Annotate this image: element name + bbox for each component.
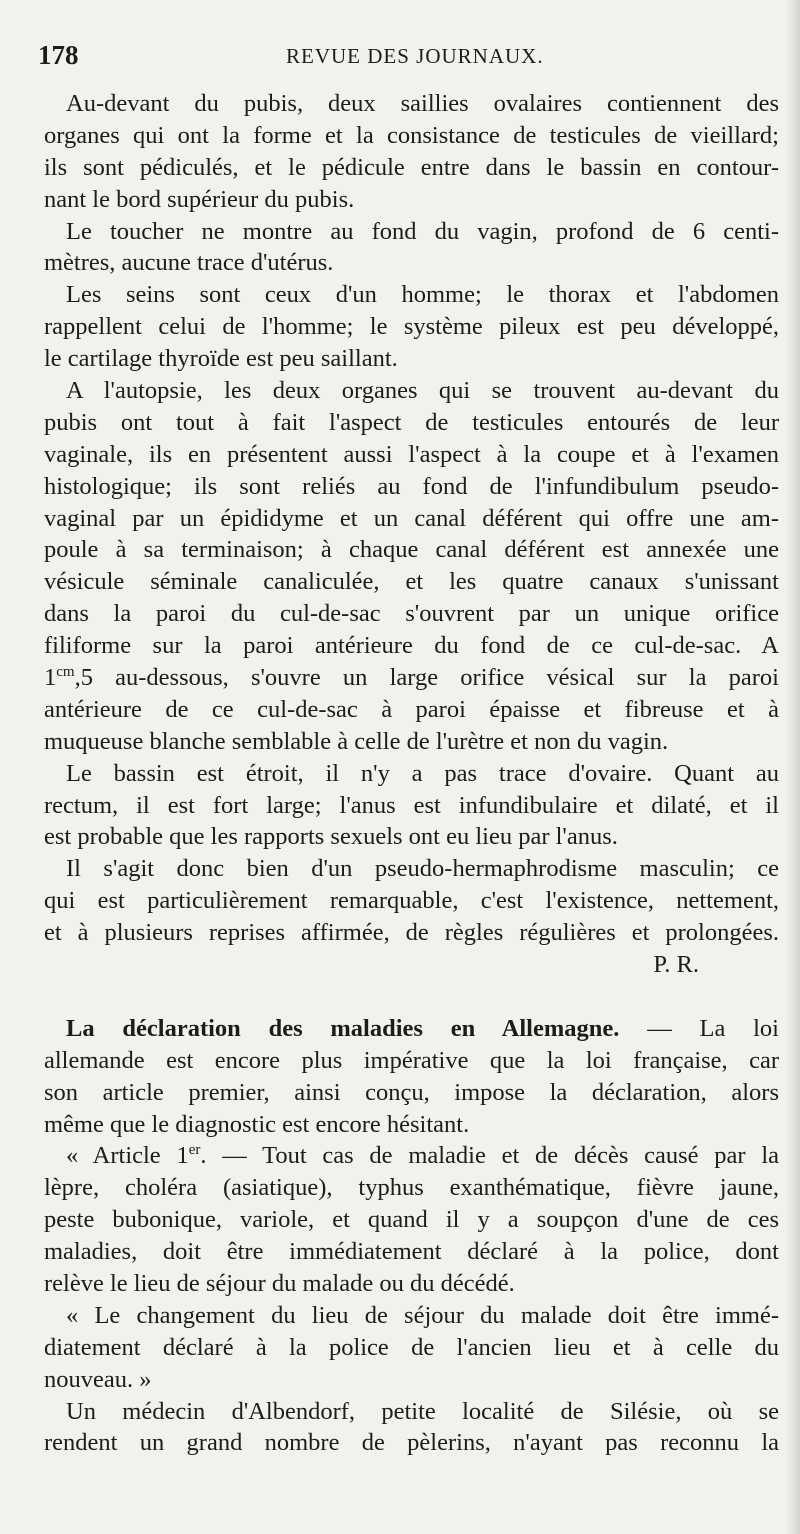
text-line: Au-devant du pubis, deux saillies ovalaires contiennent des	[66, 90, 779, 117]
text-line: diatement déclaré à la police de l'ancien lieu et à celle du	[44, 1333, 779, 1361]
section-title: La déclaration des maladies en Allemagne.	[66, 1014, 620, 1042]
text-line: son article premier, ainsi conçu, impose la déclaration, alors	[44, 1078, 779, 1106]
text-line: antérieure de ce cul-de-sac à paroi épaisse et fibreuse et à	[44, 695, 779, 723]
text-line: vaginale, ils en présentent aussi l'aspect à la coupe et à l'examen	[44, 440, 779, 468]
text-line: Le toucher ne montre au fond du vagin, profond de 6 centi-	[66, 217, 779, 245]
text-line: vésicule séminale canaliculée, et les quatre canaux s'unissant	[44, 568, 779, 596]
article-label: « Article 1	[66, 1142, 189, 1170]
text-line: relève le lieu de séjour du malade ou du décédé.	[44, 1269, 515, 1297]
text-line: lèpre, choléra (asiatique), typhus exanthématique, fièvre jaune,	[44, 1174, 779, 1202]
text-line: est probable que les rapports sexuels ont eu lieu par l'anus.	[44, 823, 618, 851]
measure-number: 1	[44, 664, 57, 692]
body-text	[44, 88, 779, 1459]
line-text: . — Tout cas de maladie et de décès causé par la	[200, 1142, 779, 1170]
text-line: maladies, doit être immédiatement déclaré à la police, dont	[44, 1238, 779, 1266]
text-line: mètres, aucune trace d'utérus.	[44, 249, 334, 277]
line-text: ,5 au-dessous, s'ouvre un large orifice vésical sur la paroi	[74, 664, 779, 692]
text-line: histologique; ils sont reliés au fond de l'infundibulum pseudo-	[44, 472, 779, 500]
page-number: 178	[38, 40, 79, 70]
text-line: qui est particulièrement remarquable, c'est l'existence, nettement,	[44, 887, 779, 915]
text-line: dans la paroi du cul-de-sac s'ouvrent par un unique orifice	[44, 600, 779, 628]
text-line: poule à sa terminaison; à chaque canal déférent est annexée une	[44, 536, 779, 564]
text-line	[44, 1140, 779, 1172]
running-head: REVUE DES JOURNAUX.	[286, 44, 544, 68]
text-line: rappellent celui de l'homme; le système pileux est peu développé,	[44, 313, 779, 341]
page-header	[38, 40, 770, 80]
text-line: Un médecin d'Albendorf, petite localité de Silésie, où se	[66, 1397, 779, 1425]
text-line: ils sont pédiculés, et le pédicule entre dans le bassin en contour-	[44, 153, 779, 181]
text-line: « Le changement du lieu de séjour du malade doit être immé-	[66, 1301, 779, 1329]
author-signature: P. R.	[653, 951, 699, 979]
line-text: — La loi	[619, 1014, 779, 1042]
text-line: nouveau. »	[44, 1365, 152, 1393]
article-ordinal: er	[188, 1142, 201, 1159]
text-line: vaginal par un épididyme et un canal déférent qui offre une am-	[44, 504, 779, 532]
text-line: A l'autopsie, les deux organes qui se trouvent au-devant du	[66, 377, 779, 405]
measure-unit: cm	[56, 663, 75, 680]
text-line: pubis ont tout à fait l'aspect de testicules entourés de leur	[44, 408, 779, 436]
text-line: Il s'agit donc bien d'un pseudo-hermaphrodisme masculin; ce	[66, 855, 779, 883]
text-line: Les seins sont ceux d'un homme; le thorax et l'abdomen	[66, 281, 779, 309]
text-line: filiforme sur la paroi antérieure du fond de ce cul-de-sac. A	[44, 632, 779, 660]
text-line: rectum, il est fort large; l'anus est infundibulaire et dilaté, et il	[44, 791, 779, 819]
text-line: rendent un grand nombre de pèlerins, n'ayant pas reconnu la	[44, 1429, 779, 1457]
text-line: et à plusieurs reprises affirmée, de règles régulières et prolongées.	[44, 919, 779, 947]
text-line: allemande est encore plus impérative que la loi française, car	[44, 1046, 779, 1074]
text-line	[44, 662, 779, 694]
text-line: organes qui ont la forme et la consistance de testicules de vieillard;	[44, 121, 779, 149]
text-line: le cartilage thyroïde est peu saillant.	[44, 345, 398, 373]
section-gap	[44, 981, 779, 1013]
text-line: peste bubonique, variole, et quand il y a soupçon d'une de ces	[44, 1206, 779, 1234]
text-line: Le bassin est étroit, il n'y a pas trace d'ovaire. Quant au	[66, 759, 779, 787]
text-line: nant le bord supérieur du pubis.	[44, 185, 355, 213]
text-line: muqueuse blanche semblable à celle de l'urètre et non du vagin.	[44, 727, 669, 755]
page-edge-shadow	[786, 0, 800, 1534]
section-title-line	[44, 1013, 779, 1045]
text-line: même que le diagnostic est encore hésitant.	[44, 1110, 470, 1138]
